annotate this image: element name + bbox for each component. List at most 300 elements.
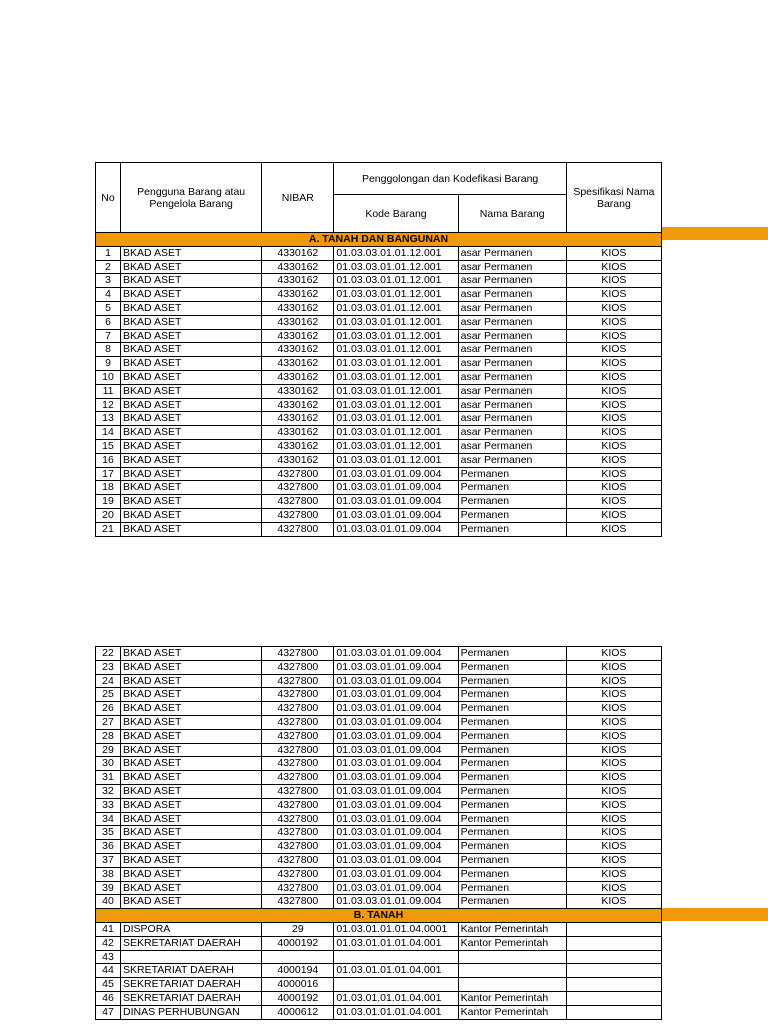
cell-kode: 01.03.03.01.01.12.001 xyxy=(334,246,458,260)
cell-nibar: 4327800 xyxy=(262,771,334,785)
cell-no: 35 xyxy=(96,826,121,840)
table-row xyxy=(96,771,662,785)
cell-user: BKAD ASET xyxy=(121,288,262,302)
cell-user: SEKRETARIAT DAERAH xyxy=(121,936,262,950)
table-row xyxy=(96,467,662,481)
cell-nibar: 4327800 xyxy=(262,715,334,729)
cell-nama: Permanen xyxy=(458,812,566,826)
cell-kode: 01.03.03.01.01.09.004 xyxy=(334,467,458,481)
cell-nama: Permanen xyxy=(458,867,566,881)
cell-spec: KIOS xyxy=(566,274,661,288)
cell-kode: 01.03.03.01.01.09.004 xyxy=(334,881,458,895)
cell-kode: 01.03.03.01.01.12.001 xyxy=(334,384,458,398)
cell-nibar: 4000612 xyxy=(262,1005,334,1019)
table-row xyxy=(96,991,662,1005)
cell-kode: 01.03.03.01.01.09.004 xyxy=(334,715,458,729)
cell-nibar: 4330162 xyxy=(262,343,334,357)
cell-nama: Permanen xyxy=(458,784,566,798)
table-row xyxy=(96,508,662,522)
cell-nama: Permanen xyxy=(458,826,566,840)
cell-kode: 01.03.03.01.01.12.001 xyxy=(334,439,458,453)
cell-spec: KIOS xyxy=(566,495,661,509)
cell-kode: 01.03.03.01.01.09.004 xyxy=(334,895,458,909)
cell-user: BKAD ASET xyxy=(121,895,262,909)
cell-kode: 01.03.03.01.01.09.004 xyxy=(334,647,458,661)
cell-nibar: 4330162 xyxy=(262,398,334,412)
cell-spec: KIOS xyxy=(566,798,661,812)
cell-nama: Permanen xyxy=(458,702,566,716)
cell-spec: KIOS xyxy=(566,729,661,743)
cell-nama: Permanen xyxy=(458,647,566,661)
cell-spec xyxy=(566,991,661,1005)
table-row xyxy=(96,674,662,688)
cell-nibar: 4327800 xyxy=(262,784,334,798)
cell-spec: KIOS xyxy=(566,315,661,329)
cell-nama: Permanen xyxy=(458,771,566,785)
cell-spec: KIOS xyxy=(566,453,661,467)
cell-nama: asar Permanen xyxy=(458,357,566,371)
cell-nibar: 4000194 xyxy=(262,964,334,978)
cell-nibar: 4327800 xyxy=(262,702,334,716)
cell-spec: KIOS xyxy=(566,688,661,702)
cell-user: SEKRETARIAT DAERAH xyxy=(121,978,262,992)
cell-spec: KIOS xyxy=(566,895,661,909)
cell-spec: KIOS xyxy=(566,370,661,384)
cell-nama: Kantor Pemerintah xyxy=(458,936,566,950)
cell-user: BKAD ASET xyxy=(121,647,262,661)
table-row xyxy=(96,495,662,509)
table-row xyxy=(96,301,662,315)
cell-kode: 01.03.03.01.01.12.001 xyxy=(334,301,458,315)
cell-kode: 01.03.03.01.01.12.001 xyxy=(334,357,458,371)
header-nama: Nama Barang xyxy=(458,195,566,233)
cell-user: BKAD ASET xyxy=(121,246,262,260)
table-row xyxy=(96,881,662,895)
cell-spec: KIOS xyxy=(566,826,661,840)
cell-no: 16 xyxy=(96,453,121,467)
cell-no: 21 xyxy=(96,522,121,536)
cell-user xyxy=(121,950,262,964)
cell-kode: 01.03.03.01.01.12.001 xyxy=(334,274,458,288)
cell-nibar: 4327800 xyxy=(262,826,334,840)
cell-user: BKAD ASET xyxy=(121,426,262,440)
cell-nama: Permanen xyxy=(458,481,566,495)
cell-user: BKAD ASET xyxy=(121,881,262,895)
table-row xyxy=(96,398,662,412)
cell-no: 38 xyxy=(96,867,121,881)
cell-nama: asar Permanen xyxy=(458,274,566,288)
cell-user: BKAD ASET xyxy=(121,715,262,729)
cell-kode: 01.03.03.01.01.09.004 xyxy=(334,495,458,509)
cell-nibar xyxy=(262,950,334,964)
cell-nama: asar Permanen xyxy=(458,384,566,398)
cell-kode: 01.03.03.01.01.09.004 xyxy=(334,481,458,495)
section-title-b: B. TANAH xyxy=(96,909,662,923)
cell-nibar: 4327800 xyxy=(262,647,334,661)
cell-nama: Permanen xyxy=(458,495,566,509)
cell-nibar: 4330162 xyxy=(262,315,334,329)
table-row xyxy=(96,688,662,702)
cell-no: 30 xyxy=(96,757,121,771)
cell-nibar: 4327800 xyxy=(262,729,334,743)
cell-no: 25 xyxy=(96,688,121,702)
cell-nama: asar Permanen xyxy=(458,301,566,315)
cell-user: BKAD ASET xyxy=(121,688,262,702)
cell-user: DISPORA xyxy=(121,922,262,936)
cell-user: BKAD ASET xyxy=(121,674,262,688)
cell-no: 22 xyxy=(96,647,121,661)
cell-kode: 01.03.03.01.01.12.001 xyxy=(334,343,458,357)
cell-no: 31 xyxy=(96,771,121,785)
cell-kode: 01.03.03.01.01.09.004 xyxy=(334,743,458,757)
cell-nibar: 4327800 xyxy=(262,508,334,522)
cell-spec: KIOS xyxy=(566,647,661,661)
cell-no: 6 xyxy=(96,315,121,329)
cell-user: BKAD ASET xyxy=(121,343,262,357)
cell-kode: 01.03.03.01.01.09.004 xyxy=(334,784,458,798)
cell-kode xyxy=(334,950,458,964)
cell-no: 1 xyxy=(96,246,121,260)
asset-table-part-2 xyxy=(95,646,662,1020)
cell-nama: Permanen xyxy=(458,743,566,757)
cell-user: BKAD ASET xyxy=(121,660,262,674)
cell-nibar: 4330162 xyxy=(262,412,334,426)
cell-no: 19 xyxy=(96,495,121,509)
cell-nama: Kantor Pemerintah xyxy=(458,991,566,1005)
table-row xyxy=(96,439,662,453)
table-row xyxy=(96,978,662,992)
cell-spec: KIOS xyxy=(566,412,661,426)
cell-nibar: 4330162 xyxy=(262,274,334,288)
table-row xyxy=(96,260,662,274)
cell-no: 26 xyxy=(96,702,121,716)
cell-user: BKAD ASET xyxy=(121,729,262,743)
cell-user: BKAD ASET xyxy=(121,784,262,798)
cell-nibar: 29 xyxy=(262,922,334,936)
cell-user: DINAS PERHUBUNGAN xyxy=(121,1005,262,1019)
cell-user: BKAD ASET xyxy=(121,357,262,371)
cell-no: 2 xyxy=(96,260,121,274)
cell-nibar: 4000192 xyxy=(262,991,334,1005)
cell-user: BKAD ASET xyxy=(121,481,262,495)
cell-nibar: 4327800 xyxy=(262,757,334,771)
cell-kode: 01.03.03.01.01.09.004 xyxy=(334,729,458,743)
cell-no: 28 xyxy=(96,729,121,743)
cell-no: 36 xyxy=(96,840,121,854)
cell-kode xyxy=(334,978,458,992)
cell-nibar: 4327800 xyxy=(262,798,334,812)
cell-user: BKAD ASET xyxy=(121,412,262,426)
cell-kode: 01.03.03.01.01.09.004 xyxy=(334,660,458,674)
cell-kode: 01.03.03.01.01.12.001 xyxy=(334,288,458,302)
table-row xyxy=(96,384,662,398)
table-row xyxy=(96,743,662,757)
table-row xyxy=(96,453,662,467)
cell-no: 46 xyxy=(96,991,121,1005)
table-row xyxy=(96,412,662,426)
cell-nibar: 4327800 xyxy=(262,895,334,909)
cell-user: BKAD ASET xyxy=(121,812,262,826)
cell-spec: KIOS xyxy=(566,674,661,688)
cell-nama: Permanen xyxy=(458,467,566,481)
cell-spec: KIOS xyxy=(566,398,661,412)
cell-kode: 01.03.03.01.01.12.001 xyxy=(334,398,458,412)
cell-nibar: 4330162 xyxy=(262,301,334,315)
header-nibar: NIBAR xyxy=(262,163,334,233)
table-row xyxy=(96,757,662,771)
table-row xyxy=(96,729,662,743)
cell-nama: asar Permanen xyxy=(458,439,566,453)
cell-nama: Permanen xyxy=(458,688,566,702)
cell-no: 40 xyxy=(96,895,121,909)
cell-nibar: 4330162 xyxy=(262,384,334,398)
section-b-highlight xyxy=(662,908,768,921)
cell-spec: KIOS xyxy=(566,357,661,371)
table-row xyxy=(96,812,662,826)
cell-no: 20 xyxy=(96,508,121,522)
cell-kode: 01.03.03.01.01.12.001 xyxy=(334,453,458,467)
cell-no: 39 xyxy=(96,881,121,895)
cell-nama: asar Permanen xyxy=(458,288,566,302)
cell-nibar: 4000016 xyxy=(262,978,334,992)
cell-nama: asar Permanen xyxy=(458,260,566,274)
table-row xyxy=(96,784,662,798)
cell-nama: Permanen xyxy=(458,729,566,743)
cell-kode: 01.03.03.01.01.09.004 xyxy=(334,702,458,716)
cell-spec: KIOS xyxy=(566,467,661,481)
cell-no: 34 xyxy=(96,812,121,826)
cell-kode: 01.03.01.01.01.04.0001 xyxy=(334,922,458,936)
section-row-a xyxy=(96,233,662,247)
table-row xyxy=(96,826,662,840)
cell-nibar: 4327800 xyxy=(262,743,334,757)
cell-spec: KIOS xyxy=(566,522,661,536)
cell-kode: 01.03.03.01.01.09.004 xyxy=(334,674,458,688)
cell-nama xyxy=(458,950,566,964)
cell-nama: Permanen xyxy=(458,881,566,895)
cell-no: 9 xyxy=(96,357,121,371)
cell-user: BKAD ASET xyxy=(121,798,262,812)
cell-kode: 01.03.03.01.01.09.004 xyxy=(334,840,458,854)
cell-user: BKAD ASET xyxy=(121,495,262,509)
cell-nibar: 4330162 xyxy=(262,453,334,467)
cell-user: BKAD ASET xyxy=(121,329,262,343)
cell-spec: KIOS xyxy=(566,384,661,398)
cell-nama: Permanen xyxy=(458,840,566,854)
cell-nibar: 4327800 xyxy=(262,467,334,481)
cell-kode: 01.03.03.01.01.12.001 xyxy=(334,426,458,440)
cell-nama: asar Permanen xyxy=(458,398,566,412)
cell-nibar: 4327800 xyxy=(262,688,334,702)
cell-no: 37 xyxy=(96,853,121,867)
table-row xyxy=(96,370,662,384)
cell-spec: KIOS xyxy=(566,784,661,798)
table-row xyxy=(96,715,662,729)
cell-nibar: 4327800 xyxy=(262,522,334,536)
table-row xyxy=(96,481,662,495)
cell-spec: KIOS xyxy=(566,301,661,315)
cell-no: 41 xyxy=(96,922,121,936)
cell-kode: 01.03.01.01.01.04.001 xyxy=(334,991,458,1005)
header-kode: Kode Barang xyxy=(334,195,458,233)
cell-kode: 01.03.01.01.01.04.001 xyxy=(334,936,458,950)
cell-spec: KIOS xyxy=(566,343,661,357)
cell-no: 29 xyxy=(96,743,121,757)
cell-no: 18 xyxy=(96,481,121,495)
cell-nibar: 4330162 xyxy=(262,370,334,384)
table-row xyxy=(96,964,662,978)
cell-kode: 01.03.03.01.01.09.004 xyxy=(334,798,458,812)
cell-nibar: 4330162 xyxy=(262,439,334,453)
cell-no: 33 xyxy=(96,798,121,812)
cell-spec: KIOS xyxy=(566,508,661,522)
cell-kode: 01.03.01.01.01.04.001 xyxy=(334,964,458,978)
cell-nibar: 4327800 xyxy=(262,840,334,854)
cell-user: BKAD ASET xyxy=(121,867,262,881)
cell-no: 23 xyxy=(96,660,121,674)
cell-user: BKAD ASET xyxy=(121,508,262,522)
cell-user: BKAD ASET xyxy=(121,743,262,757)
cell-nibar: 4327800 xyxy=(262,881,334,895)
cell-kode: 01.03.03.01.01.09.004 xyxy=(334,508,458,522)
cell-no: 43 xyxy=(96,950,121,964)
cell-kode: 01.03.03.01.01.12.001 xyxy=(334,329,458,343)
cell-kode: 01.03.03.01.01.12.001 xyxy=(334,370,458,384)
cell-no: 15 xyxy=(96,439,121,453)
cell-no: 32 xyxy=(96,784,121,798)
cell-user: BKAD ASET xyxy=(121,840,262,854)
cell-user: BKAD ASET xyxy=(121,301,262,315)
table-row xyxy=(96,274,662,288)
header-user: Pengguna Barang atau Pengelola Barang xyxy=(121,163,262,233)
cell-nama: Kantor Pemerintah xyxy=(458,922,566,936)
cell-user: BKAD ASET xyxy=(121,853,262,867)
cell-user: BKAD ASET xyxy=(121,771,262,785)
header-no: No xyxy=(96,163,121,233)
cell-spec xyxy=(566,922,661,936)
cell-no: 45 xyxy=(96,978,121,992)
table-row xyxy=(96,357,662,371)
table-row xyxy=(96,922,662,936)
section-a-highlight xyxy=(662,227,768,240)
cell-nibar: 4330162 xyxy=(262,329,334,343)
table-row xyxy=(96,867,662,881)
cell-nama xyxy=(458,978,566,992)
table-row xyxy=(96,246,662,260)
cell-user: BKAD ASET xyxy=(121,702,262,716)
cell-kode: 01.03.03.01.01.12.001 xyxy=(334,412,458,426)
cell-nama: asar Permanen xyxy=(458,370,566,384)
cell-no: 24 xyxy=(96,674,121,688)
cell-user: BKAD ASET xyxy=(121,315,262,329)
cell-nama: asar Permanen xyxy=(458,453,566,467)
cell-nama: Permanen xyxy=(458,674,566,688)
cell-spec: KIOS xyxy=(566,288,661,302)
cell-spec: KIOS xyxy=(566,660,661,674)
cell-nama: asar Permanen xyxy=(458,412,566,426)
cell-spec: KIOS xyxy=(566,743,661,757)
cell-spec: KIOS xyxy=(566,853,661,867)
cell-nibar: 4330162 xyxy=(262,426,334,440)
cell-no: 17 xyxy=(96,467,121,481)
cell-kode: 01.03.01.01.01.04.001 xyxy=(334,1005,458,1019)
cell-nama: Permanen xyxy=(458,715,566,729)
table-row xyxy=(96,840,662,854)
cell-nama: asar Permanen xyxy=(458,246,566,260)
cell-user: BKAD ASET xyxy=(121,370,262,384)
cell-no: 47 xyxy=(96,1005,121,1019)
cell-nibar: 4327800 xyxy=(262,495,334,509)
cell-spec: KIOS xyxy=(566,867,661,881)
table-row xyxy=(96,288,662,302)
table-row xyxy=(96,936,662,950)
cell-spec: KIOS xyxy=(566,702,661,716)
cell-no: 3 xyxy=(96,274,121,288)
table-row xyxy=(96,329,662,343)
cell-spec: KIOS xyxy=(566,481,661,495)
cell-nama: Permanen xyxy=(458,508,566,522)
cell-nama: Permanen xyxy=(458,757,566,771)
cell-nibar: 4327800 xyxy=(262,660,334,674)
section-row-b xyxy=(96,909,662,923)
cell-nama: asar Permanen xyxy=(458,329,566,343)
table-row xyxy=(96,647,662,661)
cell-user: BKAD ASET xyxy=(121,522,262,536)
cell-nama: Kantor Pemerintah xyxy=(458,1005,566,1019)
cell-kode: 01.03.03.01.01.09.004 xyxy=(334,522,458,536)
cell-spec: KIOS xyxy=(566,426,661,440)
cell-spec: KIOS xyxy=(566,715,661,729)
cell-nibar: 4330162 xyxy=(262,260,334,274)
cell-nibar: 4327800 xyxy=(262,481,334,495)
cell-nama xyxy=(458,964,566,978)
table-row xyxy=(96,343,662,357)
table-row xyxy=(96,798,662,812)
cell-nibar: 4327800 xyxy=(262,853,334,867)
cell-nibar: 4330162 xyxy=(262,357,334,371)
cell-spec: KIOS xyxy=(566,840,661,854)
section-title-a: A. TANAH DAN BANGUNAN xyxy=(96,233,662,247)
cell-no: 8 xyxy=(96,343,121,357)
table-row xyxy=(96,853,662,867)
cell-kode: 01.03.03.01.01.09.004 xyxy=(334,688,458,702)
cell-spec: KIOS xyxy=(566,771,661,785)
cell-nibar: 4327800 xyxy=(262,674,334,688)
cell-spec xyxy=(566,950,661,964)
table-row xyxy=(96,1005,662,1019)
cell-kode: 01.03.03.01.01.09.004 xyxy=(334,867,458,881)
cell-kode: 01.03.03.01.01.09.004 xyxy=(334,853,458,867)
cell-no: 44 xyxy=(96,964,121,978)
cell-user: SEKRETARIAT DAERAH xyxy=(121,991,262,1005)
cell-no: 4 xyxy=(96,288,121,302)
cell-nibar: 4330162 xyxy=(262,246,334,260)
table-row xyxy=(96,315,662,329)
table-row xyxy=(96,660,662,674)
cell-no: 10 xyxy=(96,370,121,384)
cell-user: BKAD ASET xyxy=(121,757,262,771)
cell-no: 7 xyxy=(96,329,121,343)
cell-kode: 01.03.03.01.01.12.001 xyxy=(334,260,458,274)
cell-nama: Permanen xyxy=(458,522,566,536)
cell-user: BKAD ASET xyxy=(121,826,262,840)
cell-kode: 01.03.03.01.01.09.004 xyxy=(334,826,458,840)
table-row xyxy=(96,950,662,964)
cell-user: BKAD ASET xyxy=(121,467,262,481)
header-group: Penggolongan dan Kodefikasi Barang xyxy=(334,163,566,195)
table-row xyxy=(96,522,662,536)
cell-spec: KIOS xyxy=(566,812,661,826)
